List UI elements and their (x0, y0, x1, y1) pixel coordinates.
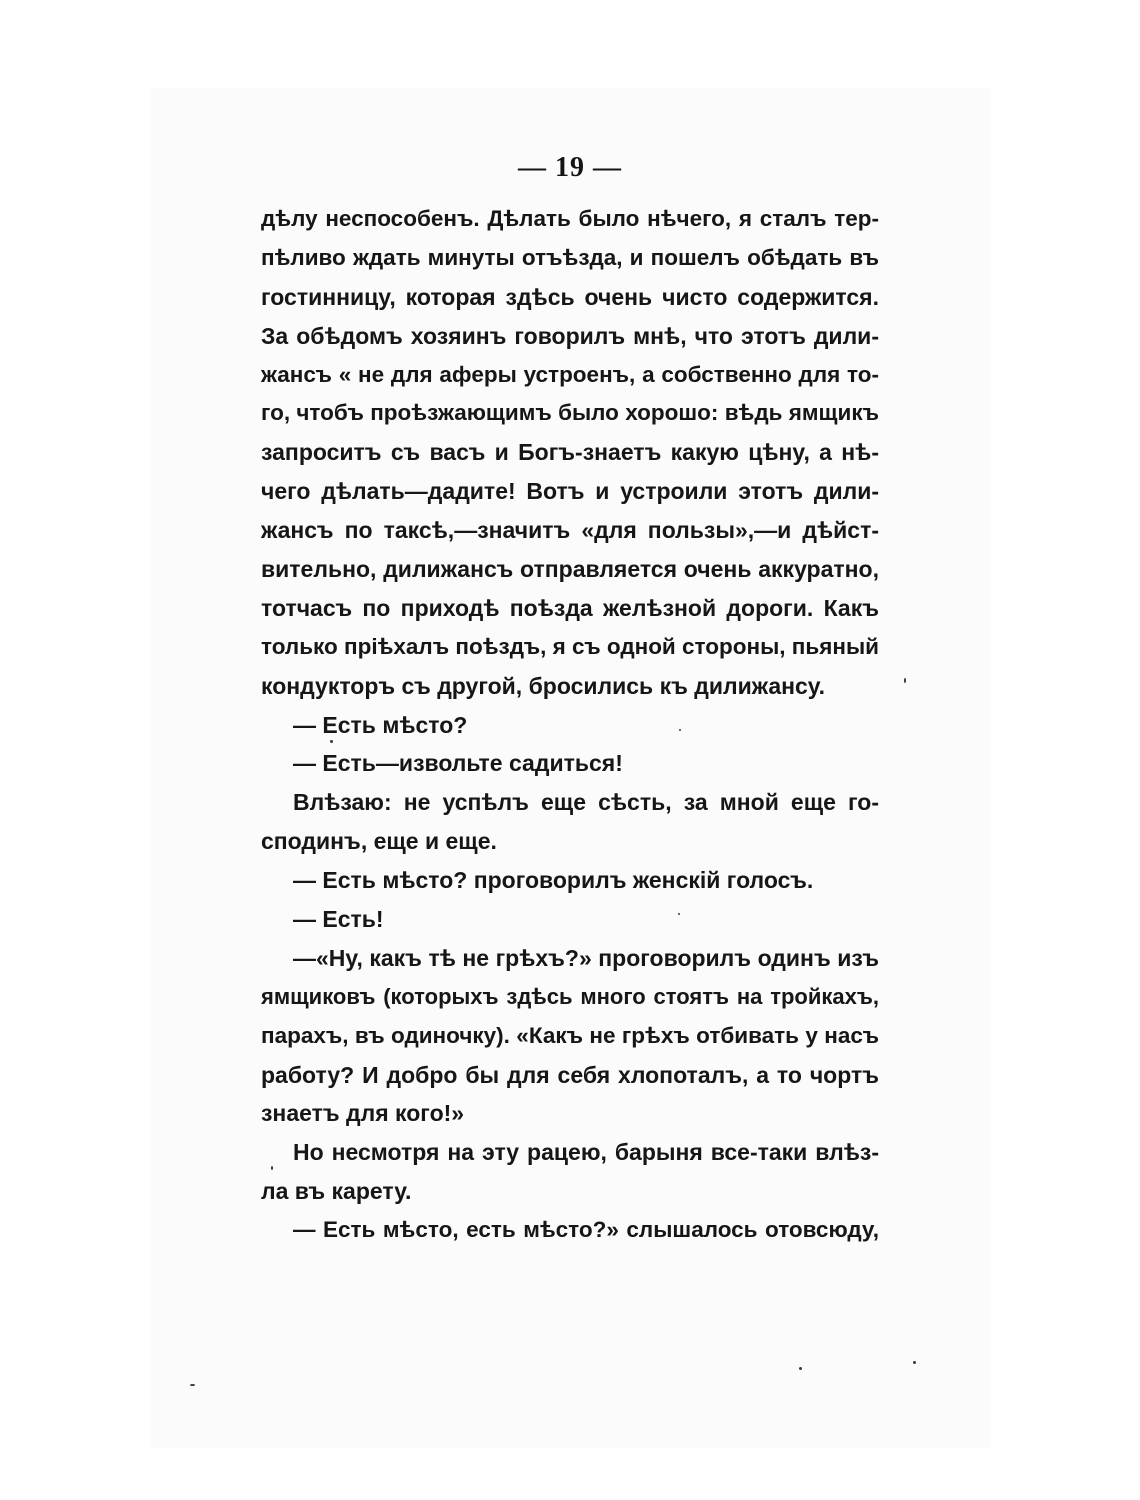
text-line: работу? И добро бы для себя хлопоталъ, а то чортъ (261, 1061, 879, 1088)
text-line: —«Ну, какъ тѣ не грѣхъ?» проговорилъ одинъ изъ (293, 944, 879, 971)
text-line: запроситъ съ васъ и Богъ-знаетъ какую цѣну, а нѣ- (261, 439, 879, 466)
text-line: — Есть! (293, 906, 384, 933)
print-speck (330, 740, 333, 743)
text-line: знаетъ для кого!» (261, 1100, 465, 1127)
text-line: — Есть—извольте садиться! (293, 750, 623, 777)
text-line: За обѣдомъ хозяинъ говорилъ мнѣ, что этотъ дили- (261, 322, 879, 349)
body-text (261, 200, 879, 1250)
print-speck (190, 1384, 195, 1386)
print-speck (799, 1367, 802, 1370)
text-line: чего дѣлать—дадите! Вотъ и устроили этотъ дили- (261, 478, 879, 505)
text-line: ямщиковъ (которыхъ здѣсь много стоятъ на тройкахъ, (261, 983, 879, 1009)
text-line: жансъ по таксѣ,—значитъ «для пользы»,—и дѣйст- (261, 517, 879, 544)
print-speck (913, 1361, 916, 1364)
text-line: только прiѣхалъ поѣздъ, я съ одной стороны, пьяный (261, 633, 879, 659)
print-speck (904, 678, 906, 683)
print-speck (271, 1166, 273, 1170)
text-line: тотчасъ по приходѣ поѣзда желѣзной дороги. Какъ (261, 594, 879, 621)
print-speck (679, 729, 681, 731)
text-line: ла въ карету. (261, 1178, 412, 1205)
text-line: Но несмотря на эту рацею, барыня все-таки влѣз- (293, 1139, 879, 1166)
text-line: го, чтобъ проѣзжающимъ было хорошо: вѣдь ямщикъ (261, 400, 879, 426)
text-line: сподинъ, еще и еще. (261, 828, 497, 855)
text-line: пѣливо ждать минуты отъѣзда, и пошелъ обѣдать въ (261, 244, 879, 270)
text-line: вительно, дилижансъ отправляется очень аккуратно, (261, 556, 879, 583)
text-line: жансъ « не для аферы устроенъ, а собственно для то- (261, 361, 879, 387)
page-number: — 19 — (518, 152, 622, 183)
text-line: Влѣзаю: не успѣлъ еще сѣсть, за мной еще го- (293, 789, 879, 816)
text-line: парахъ, въ одиночку). «Какъ не грѣхъ отбивать у насъ (261, 1022, 879, 1048)
text-line: — Есть мѣсто, есть мѣсто?» слышалось отовсюду, (293, 1217, 879, 1243)
text-line: — Есть мѣсто? (293, 711, 468, 738)
print-speck (678, 913, 680, 915)
text-line: гостинницу, которая здѣсь очень чисто содержится. (261, 283, 879, 310)
text-line: — Есть мѣсто? проговорилъ женскiй голосъ. (293, 867, 814, 894)
text-line: дѣлу неспособенъ. Дѣлать было нѣчего, я сталъ тер- (261, 206, 879, 231)
text-line: кондукторъ съ другой, бросились къ дилижансу. (261, 672, 825, 699)
